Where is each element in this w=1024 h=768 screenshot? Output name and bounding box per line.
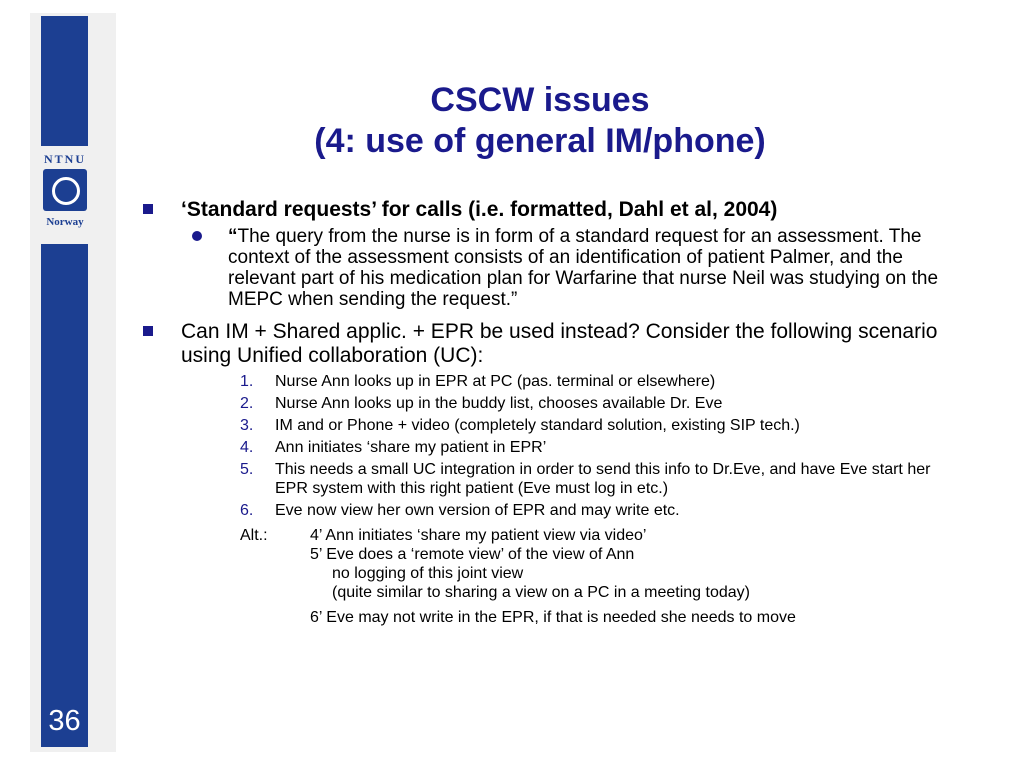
- title-line-2: (4: use of general IM/phone): [314, 122, 766, 160]
- alt-label: Alt.:: [240, 527, 268, 544]
- sub-bullet-quote: [140, 226, 960, 310]
- square-bullet-icon: [143, 326, 153, 336]
- alt-line: 4’ Ann initiates ‘share my patient view via video’: [310, 527, 647, 544]
- step-text: Eve now view her own version of EPR and may write etc.: [275, 502, 680, 519]
- page-number: 36: [48, 705, 81, 737]
- slide-content: [140, 198, 960, 627]
- bullet-unified-collaboration: [140, 320, 960, 368]
- sub-bullet-text: The query from the nurse is in form of a standard request for an assessment. The context of the assessment consists of an identification of patient Palmer, and the relevant part of his medication plan for Warfarine that nurse Neil was studying on the MEPC when sending the request.”: [228, 226, 939, 310]
- slide-title: [130, 80, 950, 162]
- alt-line: 6’ Eve may not write in the EPR, if that is needed she needs to move: [310, 609, 796, 626]
- step-number: 1.: [240, 373, 254, 390]
- scenario-steps: [140, 372, 960, 520]
- step-text: IM and or Phone + video (completely standard solution, existing SIP tech.): [275, 417, 800, 434]
- list-item: [140, 501, 960, 520]
- title-line-1: CSCW issues: [430, 81, 650, 119]
- step-number: 3.: [240, 417, 254, 434]
- step-text: Ann initiates ‘share my patient in EPR’: [275, 439, 547, 456]
- side-bar-bottom: [41, 244, 88, 747]
- list-item: [140, 416, 960, 435]
- step-text: Nurse Ann looks up in EPR at PC (pas. terminal or elsewhere): [275, 373, 716, 390]
- brand-bottom-text: Norway: [46, 216, 84, 228]
- list-item: [140, 394, 960, 413]
- alt-line: 5’ Eve does a ‘remote view’ of the view of Ann: [310, 546, 635, 563]
- step-text: Nurse Ann looks up in the buddy list, chooses available Dr. Eve: [275, 395, 723, 412]
- step-number: 2.: [240, 395, 254, 412]
- quote-mark: “: [228, 226, 238, 247]
- alt-line: (quite similar to sharing a view on a PC in a meeting today): [332, 584, 750, 601]
- logo-ring: [52, 177, 80, 205]
- list-item: [140, 460, 960, 498]
- step-number: 5.: [240, 461, 254, 478]
- alternative-scenario: [140, 526, 960, 627]
- round-bullet-icon: [192, 231, 202, 241]
- list-item: [140, 372, 960, 391]
- bullet-text: ‘Standard requests’ for calls (i.e. formatted, Dahl et al, 2004): [181, 198, 778, 221]
- ntnu-logo-icon: [43, 169, 87, 211]
- alt-line: no logging of this joint view: [332, 565, 524, 582]
- side-bar-top: [41, 16, 88, 146]
- step-text: This needs a small UC integration in order to send this info to Dr.Eve, and have Eve start her EPR system with this right patient (Eve must log in etc.): [275, 461, 931, 497]
- square-bullet-icon: [143, 204, 153, 214]
- brand-top-text: NTNU: [43, 152, 86, 166]
- bullet-text: Can IM + Shared applic. + EPR be used instead? Consider the following scenario using Unified collaboration (UC):: [181, 320, 938, 367]
- list-item: [140, 438, 960, 457]
- step-number: 4.: [240, 439, 254, 456]
- bullet-standard-requests: [140, 198, 960, 222]
- step-number: 6.: [240, 502, 254, 519]
